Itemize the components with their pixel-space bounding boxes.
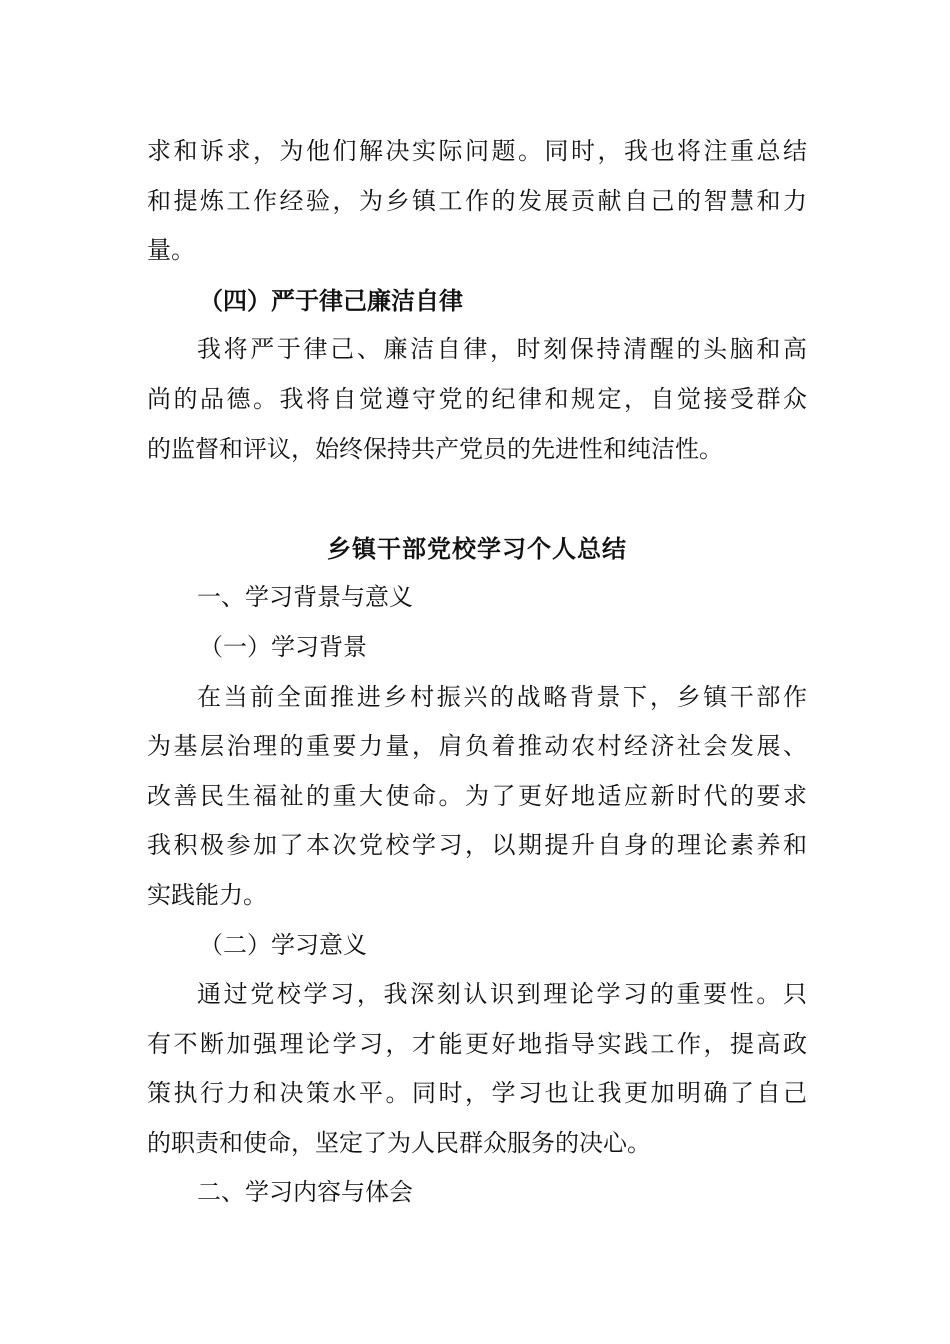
section-heading-content: 二、学习内容与体会 <box>197 1178 413 1207</box>
paragraph-line: 的职责和使命，坚定了为人民群众服务的决心。 <box>147 1128 651 1157</box>
paragraph-line: 为基层治理的重要力量，肩负着推动农村经济社会发展、 <box>147 732 807 761</box>
paragraph-line: 我将严于律己、廉洁自律，时刻保持清醒的头脑和高 <box>197 335 807 364</box>
paragraph-line: 和提炼工作经验，为乡镇工作的发展贡献自己的智慧和力 <box>147 186 807 215</box>
paragraph-line: 量。 <box>147 236 195 265</box>
subheading-background: （一）学习背景 <box>199 632 367 661</box>
paragraph-line: 实践能力。 <box>147 880 267 909</box>
heading-strict-self-discipline: （四）严于律己廉洁自律 <box>199 285 463 315</box>
paragraph-line: 我积极参加了本次党校学习，以期提升自身的理论素养和 <box>147 831 807 860</box>
paragraph-line: 通过党校学习，我深刻认识到理论学习的重要性。只 <box>197 980 807 1009</box>
paragraph-line: 策执行力和决策水平。同时，学习也让我更加明确了自己 <box>147 1079 807 1108</box>
document-title: 乡镇干部党校学习个人总结 <box>327 533 627 563</box>
section-heading-background: 一、学习背景与意义 <box>197 583 413 612</box>
document-page <box>147 127 807 1218</box>
paragraph-line: 有不断加强理论学习，才能更好地指导实践工作，提高政 <box>147 1029 807 1058</box>
paragraph-line: 在当前全面推进乡村振兴的战略背景下，乡镇干部作 <box>197 682 807 711</box>
paragraph-line: 求和诉求，为他们解决实际问题。同时，我也将注重总结 <box>147 137 807 165</box>
subheading-significance: （二）学习意义 <box>199 930 367 959</box>
paragraph-line: 改善民生福祉的重大使命。为了更好地适应新时代的要求 <box>147 781 807 810</box>
paragraph-line: 尚的品德。我将自觉遵守党的纪律和规定，自觉接受群众 <box>147 384 807 413</box>
paragraph-line: 的监督和评议，始终保持共产党员的先进性和纯洁性。 <box>147 434 723 463</box>
blank-line <box>147 474 807 524</box>
